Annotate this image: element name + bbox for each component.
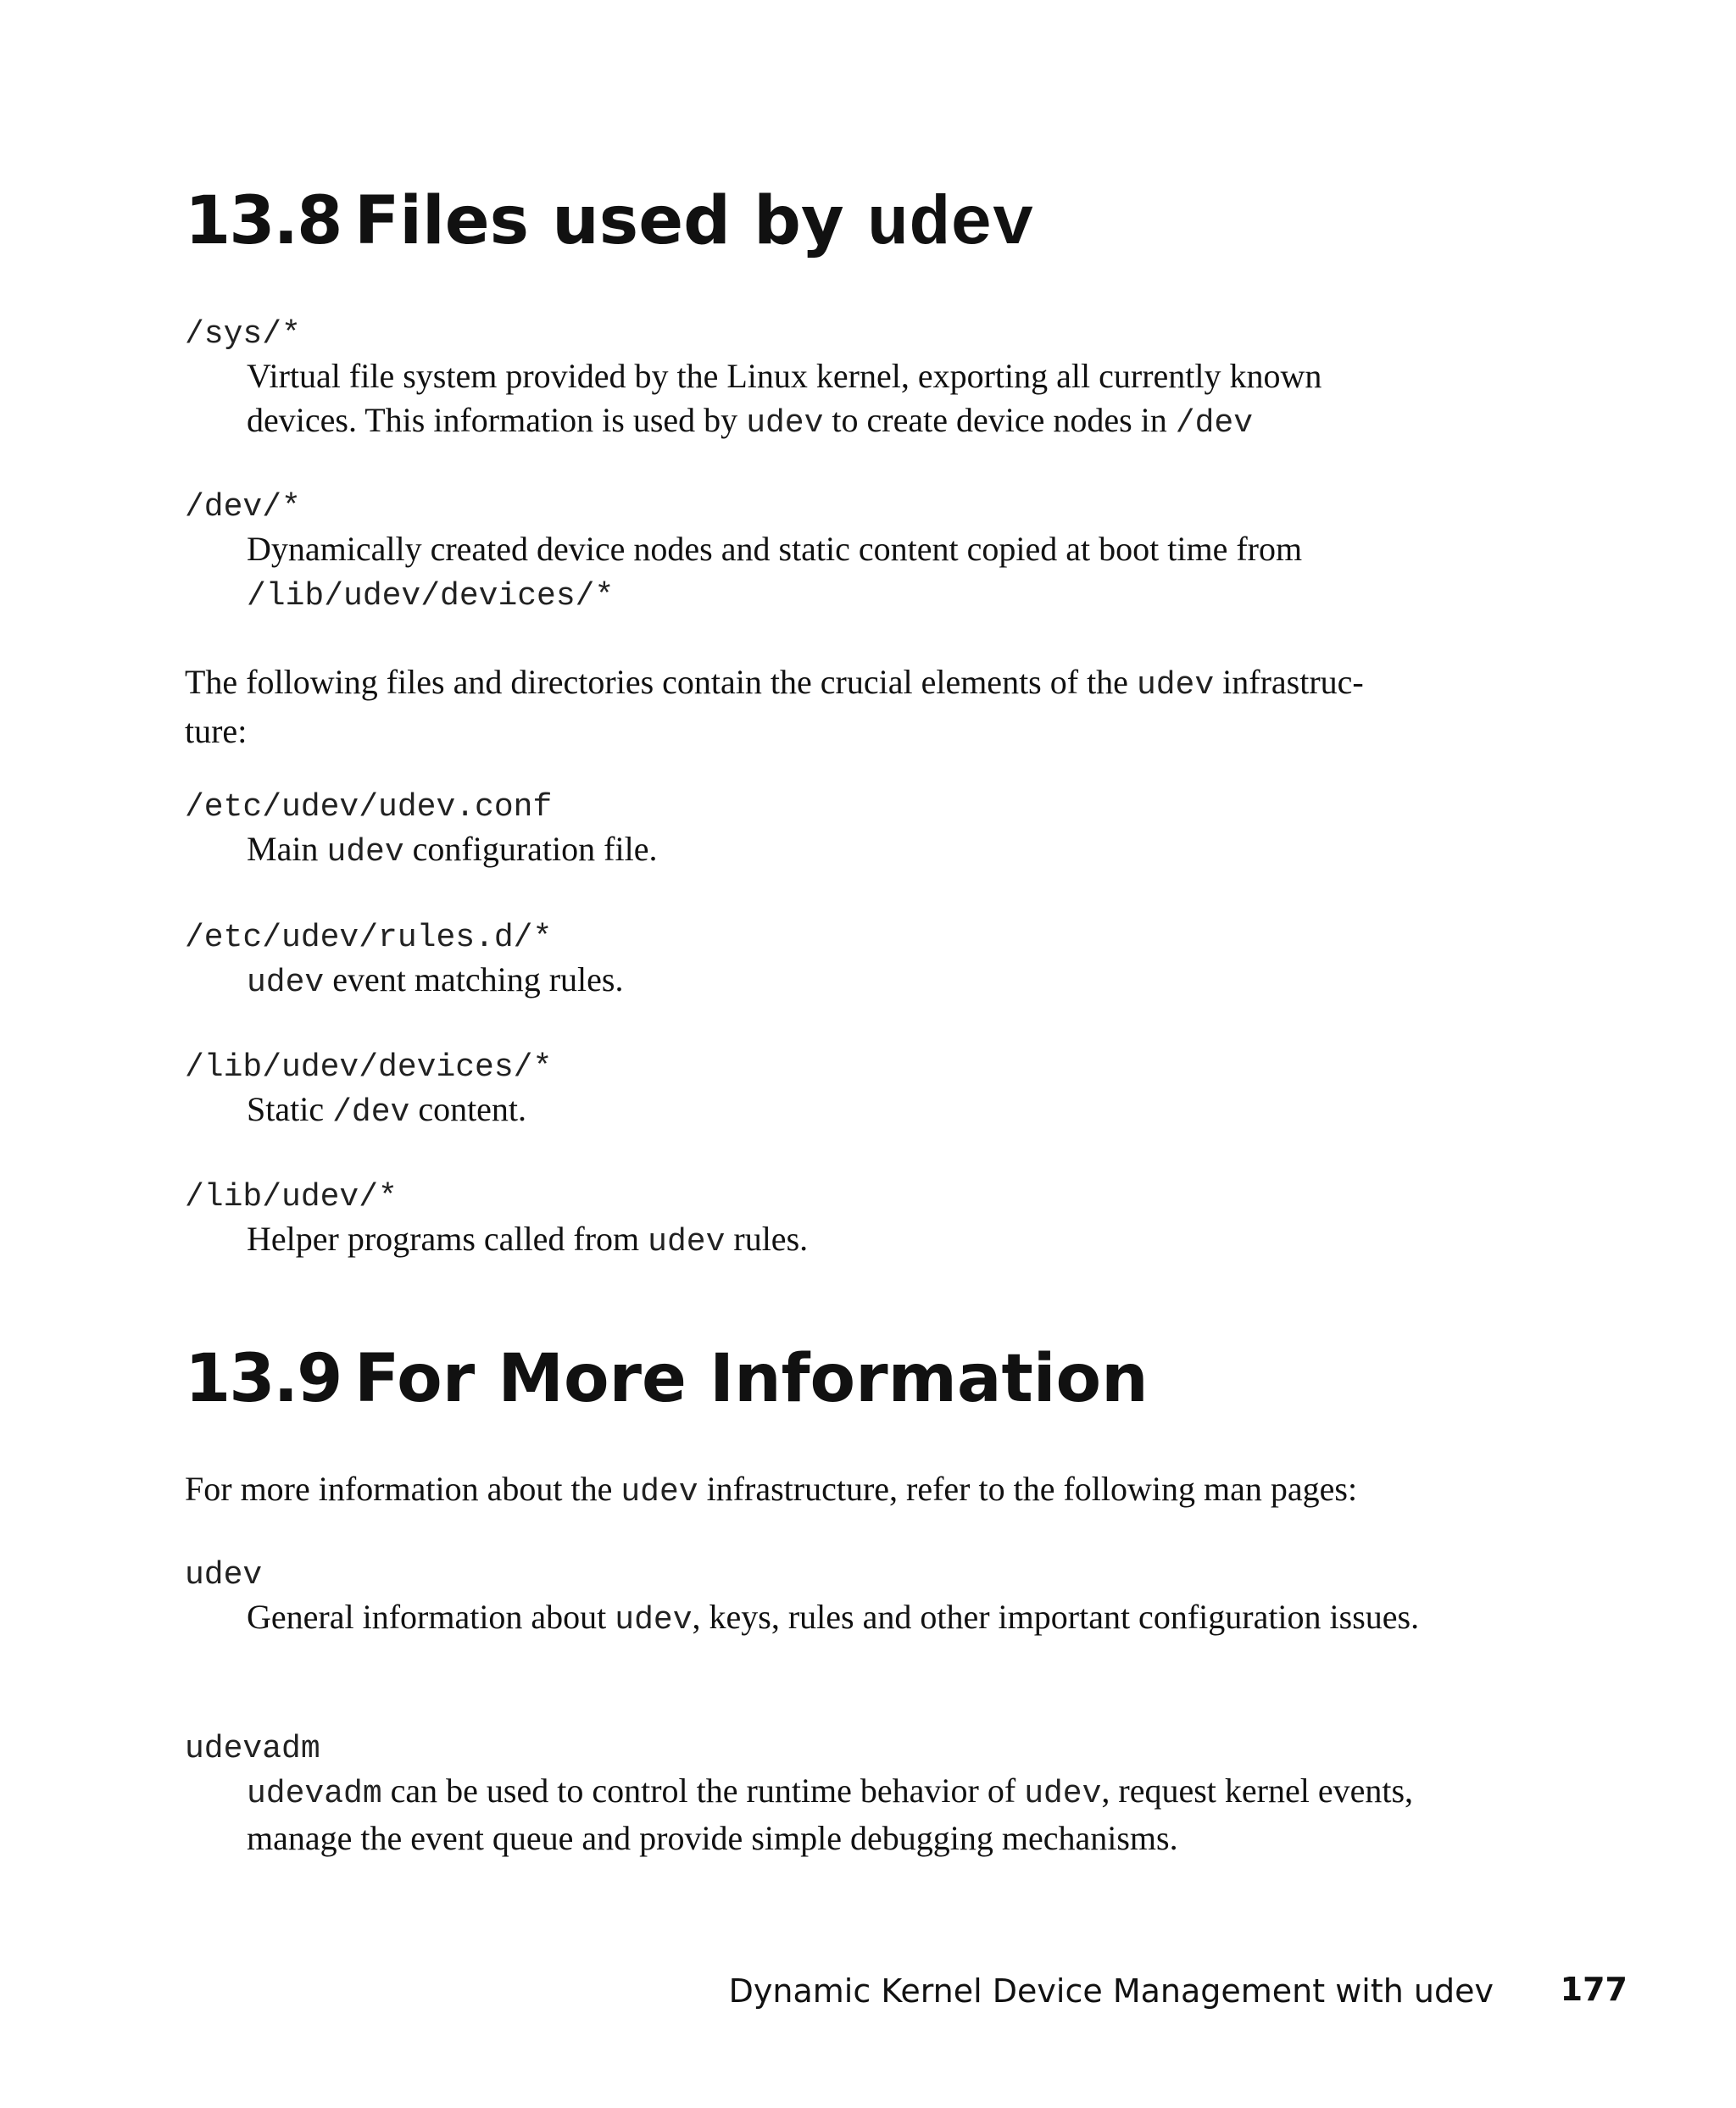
desc-udevadm: udevadm can be used to control the runtime behavior of udev, request kernel events, manage the event queue and provide simple debugging mechanisms.: [247, 1771, 1414, 1857]
more-info-intro: For more information about the udev infrastructure, refer to the following man pages:: [185, 1470, 1358, 1510]
inline-code: /lib/udev/devices/*: [247, 578, 615, 615]
section-heading-13-9: [185, 1341, 1149, 1417]
desc-lib-udev: Helper programs called from udev rules.: [247, 1220, 809, 1260]
inline-code: udev: [615, 1602, 693, 1638]
files-intro-paragraph: The following files and directories contain the crucial elements of the udev infrastruc-ture:: [185, 663, 1364, 750]
term-lib-udev: /lib/udev/*: [185, 1179, 398, 1215]
running-footer-title: Dynamic Kernel Device Management with udev: [728, 1972, 1494, 2010]
inline-code: udev: [648, 1224, 726, 1260]
inline-code: /dev: [1175, 405, 1253, 442]
desc-sys: Virtual file system provided by the Linux kernel, exporting all currently known devices. This information is used by udev to create device nodes in /dev: [247, 357, 1322, 442]
section-number: 13.9: [185, 1341, 342, 1417]
desc-udev-conf: Main udev configuration file.: [247, 830, 658, 870]
desc-rules-d: udev event matching rules.: [247, 960, 624, 1001]
inline-code: udevadm: [247, 1776, 382, 1812]
term-sys: /sys/*: [185, 316, 301, 353]
inline-code: udev: [746, 405, 824, 442]
inline-code: udev: [1024, 1776, 1102, 1812]
term-dev: /dev/*: [185, 489, 301, 526]
term-udev: udev: [185, 1557, 263, 1594]
term-udev-conf: /etc/udev/udev.conf: [185, 789, 553, 826]
inline-code: udev: [620, 1474, 698, 1510]
term-udevadm: udevadm: [185, 1731, 320, 1767]
desc-lib-devices: Static /dev content.: [247, 1090, 527, 1131]
section-heading-13-8: [185, 183, 1034, 264]
inline-code: udev: [326, 834, 404, 870]
inline-code: udev: [1136, 667, 1215, 704]
section-title: For More Information: [354, 1341, 1149, 1417]
term-lib-devices: /lib/udev/devices/*: [185, 1049, 553, 1086]
term-rules-d: /etc/udev/rules.d/*: [185, 920, 553, 956]
section-number: 13.8: [185, 183, 342, 259]
desc-udev: General information about udev, keys, rules and other important configuration issues.: [247, 1598, 1420, 1638]
desc-dev: Dynamically created device nodes and static content copied at boot time from /lib/udev/devices/*: [247, 530, 1303, 615]
page-number: 177: [1560, 1971, 1628, 2008]
section-title-code: udev: [866, 186, 1034, 264]
inline-code: udev: [247, 965, 325, 1001]
section-title: Files used by: [354, 183, 867, 259]
inline-code: /dev: [332, 1094, 410, 1131]
